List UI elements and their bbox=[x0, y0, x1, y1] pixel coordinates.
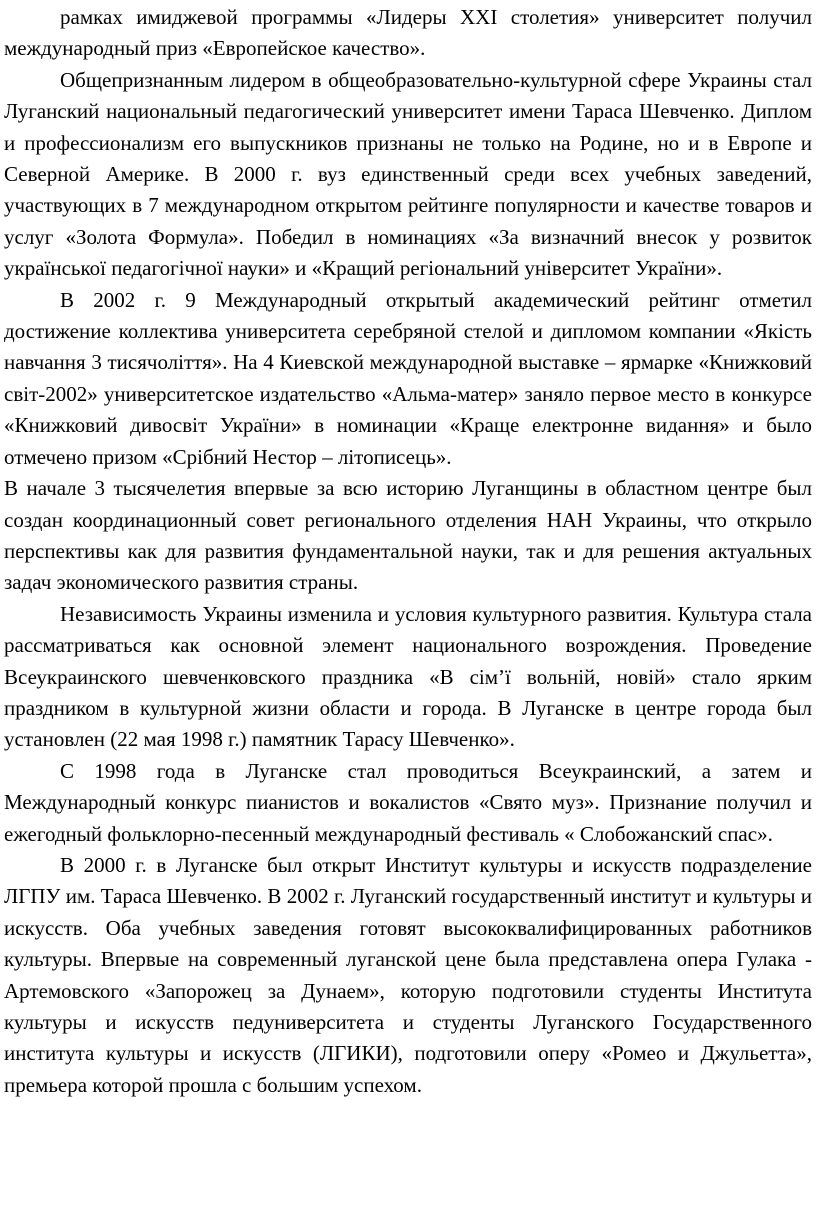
paragraph: Независимость Украины изменила и условия культурного развития. Культура стала рассматриваться как основной элемент национального возрождения. Проведение Всеукраинского шевченковского праздника «В сім’ї вольній, новій» стало ярким праздником в культурной жизни области и города. В Луганске в центре города был установлен (22 мая 1998 г.) памятник Тарасу Шевченко». bbox=[4, 601, 812, 752]
paragraph: В 2000 г. в Луганске был открыт Институт культуры и искусств подразделение ЛГПУ им. Тараса Шевченко. В 2002 г. Луганский государственный институт и культуры и искусств. Оба учебных заведения готовят высококвалифицированных работников культуры. Впервые на современный луганской цене была представлена опера Гулака - Артемовского «Запорожец за Дунаем», которую подготовили студенты Института культуры и искусств педуниверситета и студенты Луганского Государственного института культуры и искусств (ЛГИКИ), подготовили оперу «Ромео и Джульетта», премьера которой прошла с большим успехом. bbox=[4, 852, 812, 1097]
paragraph: Общепризнанным лидером в общеобразовательно-культурной сфере Украины стал Луганский национальный педагогический университет имени Тараса Шевченко. Диплом и профессионализм его выпускников признаны не только на Родине, но и в Европе и Северной Америке. В 2000 г. вуз единственный среди всех учебных заведений, участвующих в 7 международном открытом рейтинге популярности и качестве товаров и услуг «Золота Формула». Победил в номинациях «За визначний внесок у розвиток української педагогічної науки» и «Кращий регіональний університет України». bbox=[4, 67, 812, 281]
paragraph: рамках имиджевой программы «Лидеры XXI столетия» университет получил международный приз «Европейское качество». bbox=[4, 5, 812, 61]
paragraph: В 2002 г. 9 Международный открытый академический рейтинг отметил достижение коллектива университета серебряной стелой и дипломом компании «Якість навчання 3 тисячоліття». На 4 Киевской международной выставке – ярмарке «Книжковий світ-2002» университетское издательство «Альма-матер» заняло первое место в конкурсе «Книжковий дивосвіт України» в номинации «Краще електронне видання» и было отмечено призом «Срібний Нестор – літописець». bbox=[4, 287, 812, 469]
paragraph: В начале 3 тысячелетия впервые за всю историю Луганщины в областном центре был создан координационный совет регионального отделения НАН Украины, что открыло перспективы как для развития фундаментальной науки, так и для решения актуальных задач экономического развития страны. bbox=[4, 476, 812, 595]
paragraph: С 1998 года в Луганске стал проводиться Всеукраинский, а затем и Международный конкурс пианистов и вокалистов «Свято муз». Признание получил и ежегодный фольклорно-песенный международный фестиваль « Слобожанский спас». bbox=[4, 758, 812, 846]
